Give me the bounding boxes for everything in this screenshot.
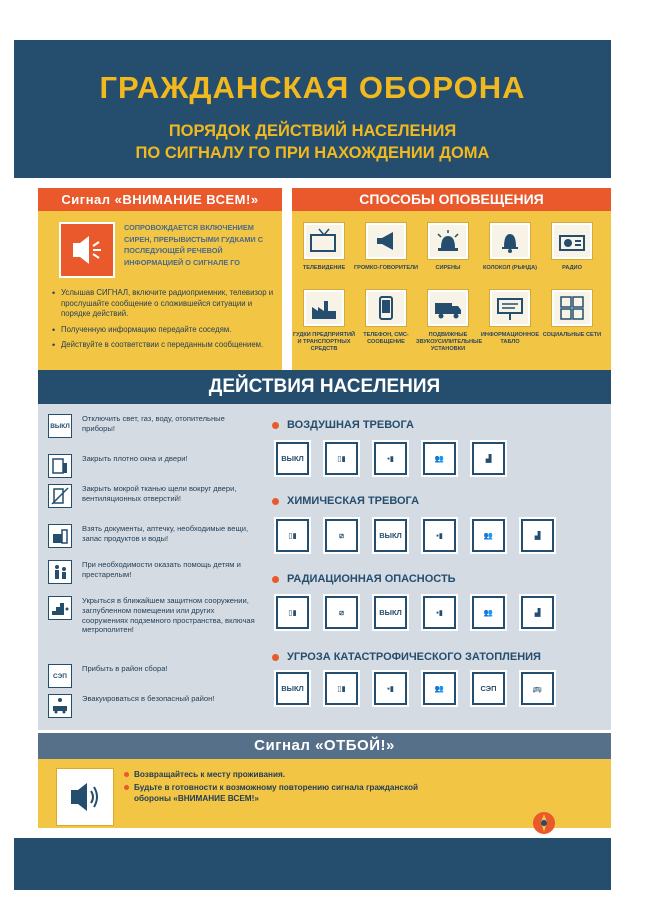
icon-inner: ▟	[523, 521, 552, 550]
icon-inner: ⧄	[327, 521, 356, 550]
action-item	[48, 664, 258, 688]
phone-icon	[366, 290, 406, 326]
subtitle-line-2: ПО СИГНАЛУ ГО ПРИ НАХОЖДЕНИИ ДОМА	[135, 144, 490, 162]
action-text: Укрыться в ближайшем защитном сооружении, заглубленном помещении или других сооружениях подземного пространства, включая метрополитен!	[82, 596, 255, 635]
documents-bag-icon	[421, 594, 458, 631]
notify-item-siren	[416, 223, 480, 272]
documents-bag-icon	[372, 670, 409, 707]
alarm-icons-air	[274, 440, 519, 477]
speaker-icon	[59, 222, 115, 278]
alarm-title-air	[272, 419, 414, 431]
radio-icon	[552, 223, 592, 259]
notify-label: КОЛОКОЛ (РЫНДА)	[482, 265, 537, 271]
alarm-label: РАДИАЦИОННАЯ ОПАСНОСТЬ	[287, 573, 456, 585]
attention-list	[52, 288, 276, 356]
action-text: Взять документы, аптечку, необходимые вещи, запас продуктов и воды!	[82, 524, 249, 543]
switch-off-icon: ВЫКЛ	[48, 414, 72, 438]
notify-label: СОЦИАЛЬНЫЕ СЕТИ	[542, 332, 602, 338]
shelter-icon	[48, 596, 72, 620]
alarm-icons-radiation	[274, 594, 568, 631]
switch-off-icon	[372, 517, 409, 554]
notify-item-phone	[354, 290, 418, 346]
shelter-icon	[519, 517, 556, 554]
seal-gaps-icon	[48, 484, 72, 508]
seal-gaps-icon	[323, 517, 360, 554]
close-window-icon	[48, 454, 72, 478]
loudspeaker-icon	[366, 223, 406, 259]
help-people-icon	[421, 440, 458, 477]
action-text: Прибыть в район сбора!	[82, 664, 168, 673]
notify-label: ПОДВИЖНЫЕ ЗВУКОУСИЛИТЕЛЬНЫЕ УСТАНОВКИ	[416, 332, 483, 352]
alarm-icons-chemical	[274, 517, 568, 554]
action-item	[48, 414, 258, 438]
population-actions-box	[38, 370, 611, 730]
social-icon	[552, 290, 592, 326]
icon-label: СЭП	[474, 674, 503, 703]
seal-gaps-icon	[323, 594, 360, 631]
switch-off-icon	[274, 670, 311, 707]
all-clear-item: Будьте в готовности к возможному повторению сигнала гражданской обороны «ВНИМАНИЕ ВСЕМ!»	[124, 782, 424, 804]
notify-label: ТЕЛЕВИДЕНИЕ	[302, 265, 346, 271]
alarm-title-chemical	[272, 495, 419, 507]
assembly-point-icon: СЭП	[48, 664, 72, 688]
icon-inner: ▯▮	[327, 674, 356, 703]
bell-icon	[490, 223, 530, 259]
documents-bag-icon	[372, 440, 409, 477]
subtitle-line-1: ПОРЯДОК ДЕЙСТВИЙ НАСЕЛЕНИЯ	[168, 122, 457, 140]
evacuation-icon	[519, 670, 556, 707]
shelter-icon	[470, 440, 507, 477]
all-clear-title: Сигнал «ОТБОЙ!»	[38, 733, 611, 759]
bullet-dot	[272, 654, 279, 661]
all-clear-item: Возвращайтесь к месту проживания.	[124, 769, 424, 780]
action-item	[48, 560, 258, 584]
notify-item-loudspeaker	[354, 223, 418, 272]
icon-inner: ▟	[474, 444, 503, 473]
speaker-icon	[57, 769, 113, 825]
notify-item-board	[478, 290, 542, 346]
action-item	[48, 596, 258, 635]
icon-inner: ▪▮	[425, 521, 454, 550]
bullet-dot	[272, 576, 279, 583]
switch-off-icon	[372, 594, 409, 631]
icon-inner: 👥	[425, 674, 454, 703]
poster	[14, 40, 611, 890]
close-window-icon	[323, 670, 360, 707]
footer-bar	[14, 838, 611, 890]
attention-signal-title: Сигнал «ВНИМАНИЕ ВСЕМ!»	[38, 188, 282, 211]
notify-label: ИНФОРМАЦИОННОЕ ТАБЛО	[480, 332, 540, 345]
population-actions-title: ДЕЙСТВИЯ НАСЕЛЕНИЯ	[38, 370, 611, 404]
close-window-icon	[274, 517, 311, 554]
emblem-icon	[528, 810, 560, 840]
alarm-icons-flood	[274, 670, 568, 707]
factory-icon	[304, 290, 344, 326]
tv-icon	[304, 223, 344, 259]
icon-label: ВЫКЛ	[278, 444, 307, 473]
documents-bag-icon	[48, 524, 72, 548]
action-text: Эвакуироваться в безопасный район!	[82, 694, 215, 703]
notify-item-tv	[292, 223, 356, 272]
notify-label: ГРОМКО-ГОВОРИТЕЛИ	[354, 265, 419, 271]
notify-item-social	[540, 290, 604, 339]
page-title: ГРАЖДАНСКАЯ ОБОРОНА	[99, 70, 526, 105]
bullet-dot	[272, 498, 279, 505]
switch-off-icon	[274, 440, 311, 477]
icon-inner: ▯▮	[278, 598, 307, 627]
notify-label: РАДИО	[562, 265, 582, 271]
icon-inner: ▪▮	[376, 444, 405, 473]
alarm-title-radiation	[272, 573, 456, 585]
action-item	[48, 524, 258, 548]
icon-inner: 👥	[474, 521, 503, 550]
notify-item-truck	[416, 290, 483, 353]
icon-inner: 🚌	[523, 674, 552, 703]
icon-label: ВЫКЛ	[278, 674, 307, 703]
icon-inner: 👥	[474, 598, 503, 627]
action-text: При необходимости оказать помощь детям и престарелым!	[82, 560, 241, 579]
icon-label: ВЫКЛ	[376, 598, 405, 627]
close-window-icon	[274, 594, 311, 631]
icon-inner: ⧄	[327, 598, 356, 627]
help-people-icon	[470, 594, 507, 631]
attention-item: • Действуйте в соответствии с переданным сообщением.	[52, 340, 276, 351]
alarm-label: ХИМИЧЕСКАЯ ТРЕВОГА	[287, 495, 420, 507]
icon-label: ВЫКЛ	[376, 521, 405, 550]
alarm-title-flood	[272, 651, 541, 663]
icon-inner: ▯▮	[327, 444, 356, 473]
notify-item-radio	[540, 223, 604, 272]
action-item	[48, 484, 258, 508]
action-text: Закрыть мокрой тканью щели вокруг двери, вентиляционных отверстий!	[82, 484, 237, 503]
action-text: Закрыть плотно окна и двери!	[82, 454, 188, 463]
icon-inner: ▟	[523, 598, 552, 627]
board-icon	[490, 290, 530, 326]
alarm-label: ВОЗДУШНАЯ ТРЕВОГА	[287, 419, 414, 431]
header	[14, 40, 611, 178]
notify-label: ТЕЛЕФОН, СМС-СООБЩЕНИЕ	[363, 332, 409, 345]
notify-item-factory	[292, 290, 356, 353]
icon-inner: 👥	[425, 444, 454, 473]
help-people-icon	[48, 560, 72, 584]
action-text: Отключить свет, газ, воду, отопительные приборы!	[82, 414, 225, 433]
attention-description: СОПРОВОЖДАЕТСЯ ВКЛЮЧЕНИЕМ СИРЕН, ПРЕРЫВИСТЫМИ ГУДКАМИ С ПОСЛЕДУЮЩЕЙ РЕЧЕВОЙ ИНФОРМАЦИЕЙ О СИГНАЛЕ ГО	[124, 223, 263, 267]
alarm-label: УГРОЗА КАТАСТРОФИЧЕСКОГО ЗАТОПЛЕНИЯ	[287, 651, 541, 663]
evacuation-icon	[48, 694, 72, 718]
shelter-icon	[519, 594, 556, 631]
bullet-dot	[272, 422, 279, 429]
help-people-icon	[470, 517, 507, 554]
assembly-point-icon	[470, 670, 507, 707]
action-item	[48, 454, 258, 478]
attention-item: • Полученную информацию передайте соседям.	[52, 325, 276, 336]
page-subtitle	[14, 120, 611, 164]
icon-inner: ▯▮	[278, 521, 307, 550]
close-window-icon	[323, 440, 360, 477]
icon-inner: ▪▮	[376, 674, 405, 703]
documents-bag-icon	[421, 517, 458, 554]
siren-icon	[428, 223, 468, 259]
all-clear-list	[124, 769, 424, 806]
attention-item: • Услышав СИГНАЛ, включите радиоприемник, телевизор и прослушайте сообщение о сложившейся ситуации и порядке действий.	[52, 288, 276, 320]
notification-methods-title: СПОСОБЫ ОПОВЕЩЕНИЯ	[292, 188, 611, 211]
notify-item-bell	[478, 223, 542, 272]
notify-label: ГУДКИ ПРЕДПРИЯТИЙ И ТРАНСПОРТНЫХ СРЕДСТВ	[292, 332, 356, 352]
notify-label: СИРЕНЫ	[435, 265, 461, 271]
truck-icon	[428, 290, 468, 326]
help-people-icon	[421, 670, 458, 707]
icon-inner: ▪▮	[425, 598, 454, 627]
action-item	[48, 694, 258, 718]
